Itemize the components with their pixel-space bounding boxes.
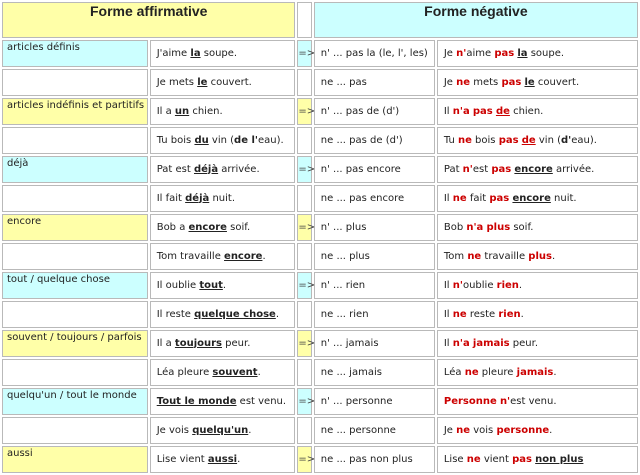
highlighted-word: ne	[456, 424, 471, 436]
table-row	[2, 301, 638, 328]
highlighted-word: ne	[464, 366, 479, 378]
negation-rule: ne ... rien	[314, 301, 435, 328]
negation-rule: n' ... pas encore	[314, 156, 435, 183]
negation-rule: ne ... pas non plus	[314, 446, 435, 473]
category-cell	[2, 69, 148, 96]
highlighted-word: jamais	[472, 337, 510, 349]
sentence-text: .	[518, 279, 523, 291]
highlighted-word: la	[517, 47, 528, 59]
negation-rule: ne ... jamais	[314, 359, 435, 386]
sentence-text: Il	[443, 192, 453, 204]
highlighted-word: souvent	[212, 366, 258, 378]
highlighted-word: ne	[452, 192, 467, 204]
negative-example	[437, 185, 638, 212]
sentence-text: .	[553, 366, 557, 378]
sentence-text: Tu	[443, 134, 458, 146]
affirmative-example	[150, 417, 296, 444]
sentence-text: J'aime	[156, 47, 191, 59]
sentence-text: Léa	[443, 366, 465, 378]
highlighted-word: rien	[498, 308, 521, 320]
highlighted-word: n'	[456, 47, 467, 59]
affirmative-header: Forme affirmative	[2, 2, 295, 38]
sentence-text: Je mets	[156, 76, 198, 88]
highlighted-word: pas	[494, 47, 515, 59]
table-row	[2, 40, 638, 67]
sentence-text: Tom travaille	[156, 250, 225, 262]
category-cell	[2, 301, 148, 328]
sentence-text: Lise	[443, 453, 467, 465]
arrow-cell: =>	[297, 40, 311, 67]
negative-example	[437, 446, 638, 473]
negative-example	[437, 330, 638, 357]
negation-rule: ne ... plus	[314, 243, 435, 270]
table-row	[2, 127, 638, 154]
category-cell	[2, 127, 148, 154]
highlighted-word: pas	[472, 105, 493, 117]
negation-rule: n' ... personne	[314, 388, 435, 415]
affirmative-example	[150, 127, 296, 154]
highlighted-word: encore	[514, 163, 553, 175]
sentence-text: soupe.	[200, 47, 238, 59]
category-cell: aussi	[2, 446, 148, 473]
arrow-cell	[297, 127, 311, 154]
highlighted-word: non plus	[535, 453, 584, 465]
table-row	[2, 272, 638, 299]
sentence-text: soif.	[226, 221, 251, 233]
sentence-text: Il fait	[156, 192, 186, 204]
sentence-text: nuit.	[209, 192, 235, 204]
header-spacer	[297, 2, 311, 38]
highlighted-word: personne	[496, 424, 550, 436]
affirmative-example	[150, 359, 296, 386]
negative-example	[437, 301, 638, 328]
sentence-text: Bob	[443, 221, 467, 233]
affirmative-example	[150, 156, 296, 183]
sentence-text: vin (	[535, 134, 561, 146]
category-cell: encore	[2, 214, 148, 241]
sentence-text: Je	[443, 424, 457, 436]
sentence-text: reste	[466, 308, 499, 320]
table-row	[2, 417, 638, 444]
sentence-text: .	[257, 366, 261, 378]
sentence-text: Il	[443, 279, 453, 291]
highlighted-word: Personne	[443, 395, 497, 407]
highlighted-word: le	[524, 76, 535, 88]
highlighted-word: ne	[456, 76, 471, 88]
sentence-text: peur.	[222, 337, 251, 349]
affirmative-example	[150, 272, 296, 299]
category-cell: souvent / toujours / parfois	[2, 330, 148, 357]
highlighted-word: ne	[466, 453, 481, 465]
sentence-text: bois	[471, 134, 499, 146]
highlighted-word: déjà	[193, 163, 219, 175]
table-row	[2, 330, 638, 357]
highlighted-word: un	[174, 105, 190, 117]
negation-rule: n' ... rien	[314, 272, 435, 299]
table-row	[2, 185, 638, 212]
sentence-text: .	[275, 308, 279, 320]
highlighted-word: du	[194, 134, 209, 146]
sentence-text: Il oublie	[156, 279, 200, 291]
highlighted-word: de l'	[234, 134, 258, 146]
sentence-text: Il	[443, 105, 453, 117]
negation-rule: ne ... pas de (d')	[314, 127, 435, 154]
negation-rule: n' ... pas la (le, l', les)	[314, 40, 435, 67]
negative-example	[437, 40, 638, 67]
sentence-text: soupe.	[527, 47, 565, 59]
sentence-text: est venu.	[236, 395, 287, 407]
sentence-text: Léa pleure	[156, 366, 213, 378]
arrow-cell	[297, 417, 311, 444]
negative-example	[437, 214, 638, 241]
sentence-text: .	[262, 250, 266, 262]
sentence-text: .	[237, 453, 241, 465]
arrow-cell: =>	[297, 446, 311, 473]
sentence-text: chien.	[189, 105, 223, 117]
highlighted-word: encore	[224, 250, 263, 262]
affirmative-example	[150, 301, 296, 328]
affirmative-example	[150, 330, 296, 357]
highlighted-word: n'a	[466, 221, 484, 233]
sentence-text: Il a	[156, 337, 175, 349]
sentence-text: soif.	[510, 221, 534, 233]
negative-example	[437, 127, 638, 154]
header-row	[2, 2, 638, 38]
affirmative-example	[150, 388, 296, 415]
highlighted-word: pas	[512, 453, 532, 465]
sentence-text: oublie	[462, 279, 497, 291]
sentence-text: Je vois	[156, 424, 193, 436]
sentence-text: est venu.	[510, 395, 557, 407]
sentence-text: .	[520, 308, 524, 320]
highlighted-word: toujours	[174, 337, 222, 349]
highlighted-word: le	[197, 76, 208, 88]
table-row	[2, 243, 638, 270]
category-cell: quelqu'un / tout le monde	[2, 388, 148, 415]
highlighted-word: tout	[199, 279, 223, 291]
highlighted-word: de	[521, 134, 536, 146]
highlighted-word: déjà	[185, 192, 210, 204]
highlighted-word: n'	[499, 395, 511, 407]
sentence-text: aime	[466, 47, 495, 59]
negative-example	[437, 272, 638, 299]
arrow-cell	[297, 301, 311, 328]
category-cell	[2, 417, 148, 444]
sentence-text: mets	[470, 76, 502, 88]
highlighted-word: pas	[489, 192, 510, 204]
sentence-text: .	[222, 279, 227, 291]
highlighted-word: n'a	[452, 105, 470, 117]
arrow-cell: =>	[297, 156, 311, 183]
highlighted-word: plus	[486, 221, 511, 233]
arrow-cell	[297, 185, 311, 212]
negation-rule: ne ... personne	[314, 417, 435, 444]
highlighted-word: de	[495, 105, 510, 117]
sentence-text: est	[472, 163, 492, 175]
table-row	[2, 446, 638, 473]
highlighted-word: Tout le monde	[156, 395, 237, 407]
category-cell: déjà	[2, 156, 148, 183]
negative-example	[437, 98, 638, 125]
negation-rule: n' ... pas de (d')	[314, 98, 435, 125]
arrow-cell: =>	[297, 388, 311, 415]
arrow-cell	[297, 69, 311, 96]
sentence-text: chien.	[509, 105, 544, 117]
affirmative-example	[150, 446, 296, 473]
sentence-text: eau).	[571, 134, 597, 146]
sentence-text: Pat	[443, 163, 463, 175]
table-row	[2, 359, 638, 386]
arrow-cell	[297, 243, 311, 270]
negative-example	[437, 243, 638, 270]
table-row	[2, 98, 638, 125]
highlighted-word: ne	[452, 308, 467, 320]
sentence-text: eau).	[257, 134, 284, 146]
highlighted-word: plus	[528, 250, 552, 262]
highlighted-word: pas	[491, 163, 512, 175]
highlighted-word: quelque chose	[194, 308, 276, 320]
highlighted-word: pas	[498, 134, 519, 146]
arrow-cell: =>	[297, 272, 311, 299]
table-row	[2, 388, 638, 415]
sentence-text: Il	[443, 308, 453, 320]
sentence-text: fait	[466, 192, 490, 204]
sentence-text: Lise vient	[156, 453, 208, 465]
highlighted-word: n'	[452, 279, 463, 291]
negation-rule: n' ... plus	[314, 214, 435, 241]
sentence-text: Je	[443, 47, 457, 59]
sentence-text: arrivée.	[552, 163, 595, 175]
table-row	[2, 69, 638, 96]
sentence-text: vois	[470, 424, 497, 436]
sentence-text: .	[549, 424, 553, 436]
highlighted-word: n'a	[452, 337, 470, 349]
category-cell	[2, 185, 148, 212]
highlighted-word: quelqu'un	[192, 424, 249, 436]
category-cell: articles définis	[2, 40, 148, 67]
highlighted-word: ne	[467, 250, 482, 262]
negative-example	[437, 417, 638, 444]
highlighted-word: encore	[512, 192, 551, 204]
sentence-text: .	[248, 424, 252, 436]
negative-example	[437, 156, 638, 183]
highlighted-word: d'	[560, 134, 572, 146]
affirmative-example	[150, 98, 296, 125]
sentence-text: Il reste	[156, 308, 195, 320]
sentence-text: Tom	[443, 250, 468, 262]
sentence-text: .	[551, 250, 556, 262]
negation-rule: ne ... pas	[314, 69, 435, 96]
sentence-text: peur.	[509, 337, 539, 349]
sentence-text: pleure	[478, 366, 517, 378]
category-cell: tout / quelque chose	[2, 272, 148, 299]
negative-example	[437, 388, 638, 415]
highlighted-word: jamais	[516, 366, 554, 378]
sentence-text: Il	[443, 337, 453, 349]
table-row	[2, 156, 638, 183]
highlighted-word: pas	[501, 76, 522, 88]
category-cell	[2, 243, 148, 270]
negation-rule: n' ... jamais	[314, 330, 435, 357]
arrow-cell: =>	[297, 98, 311, 125]
affirmative-example	[150, 40, 296, 67]
affirmative-example	[150, 69, 296, 96]
arrow-cell	[297, 359, 311, 386]
sentence-text: vin (	[208, 134, 235, 146]
table-row	[2, 214, 638, 241]
sentence-text: couvert.	[534, 76, 580, 88]
affirmative-example	[150, 185, 296, 212]
sentence-text: arrivée.	[218, 163, 260, 175]
arrow-cell: =>	[297, 330, 311, 357]
highlighted-word: rien	[496, 279, 519, 291]
sentence-text: nuit.	[550, 192, 577, 204]
arrow-cell: =>	[297, 214, 311, 241]
negation-rule: ne ... pas encore	[314, 185, 435, 212]
negative-example	[437, 359, 638, 386]
sentence-text: vient	[480, 453, 513, 465]
sentence-text: travaille	[481, 250, 529, 262]
highlighted-word: n'	[462, 163, 473, 175]
affirmative-example	[150, 214, 296, 241]
category-cell: articles indéfinis et partitifs	[2, 98, 148, 125]
highlighted-word: la	[190, 47, 201, 59]
sentence-text: couvert.	[207, 76, 252, 88]
sentence-text: Je	[443, 76, 457, 88]
negative-header: Forme négative	[314, 2, 638, 38]
negative-example	[437, 69, 638, 96]
affirmative-example	[150, 243, 296, 270]
highlighted-word: encore	[188, 221, 227, 233]
highlighted-word: ne	[457, 134, 472, 146]
sentence-text: Tu bois	[156, 134, 195, 146]
sentence-text: Pat est	[156, 163, 194, 175]
highlighted-word: aussi	[207, 453, 238, 465]
category-cell	[2, 359, 148, 386]
sentence-text: Bob a	[156, 221, 189, 233]
sentence-text: Il a	[156, 105, 175, 117]
